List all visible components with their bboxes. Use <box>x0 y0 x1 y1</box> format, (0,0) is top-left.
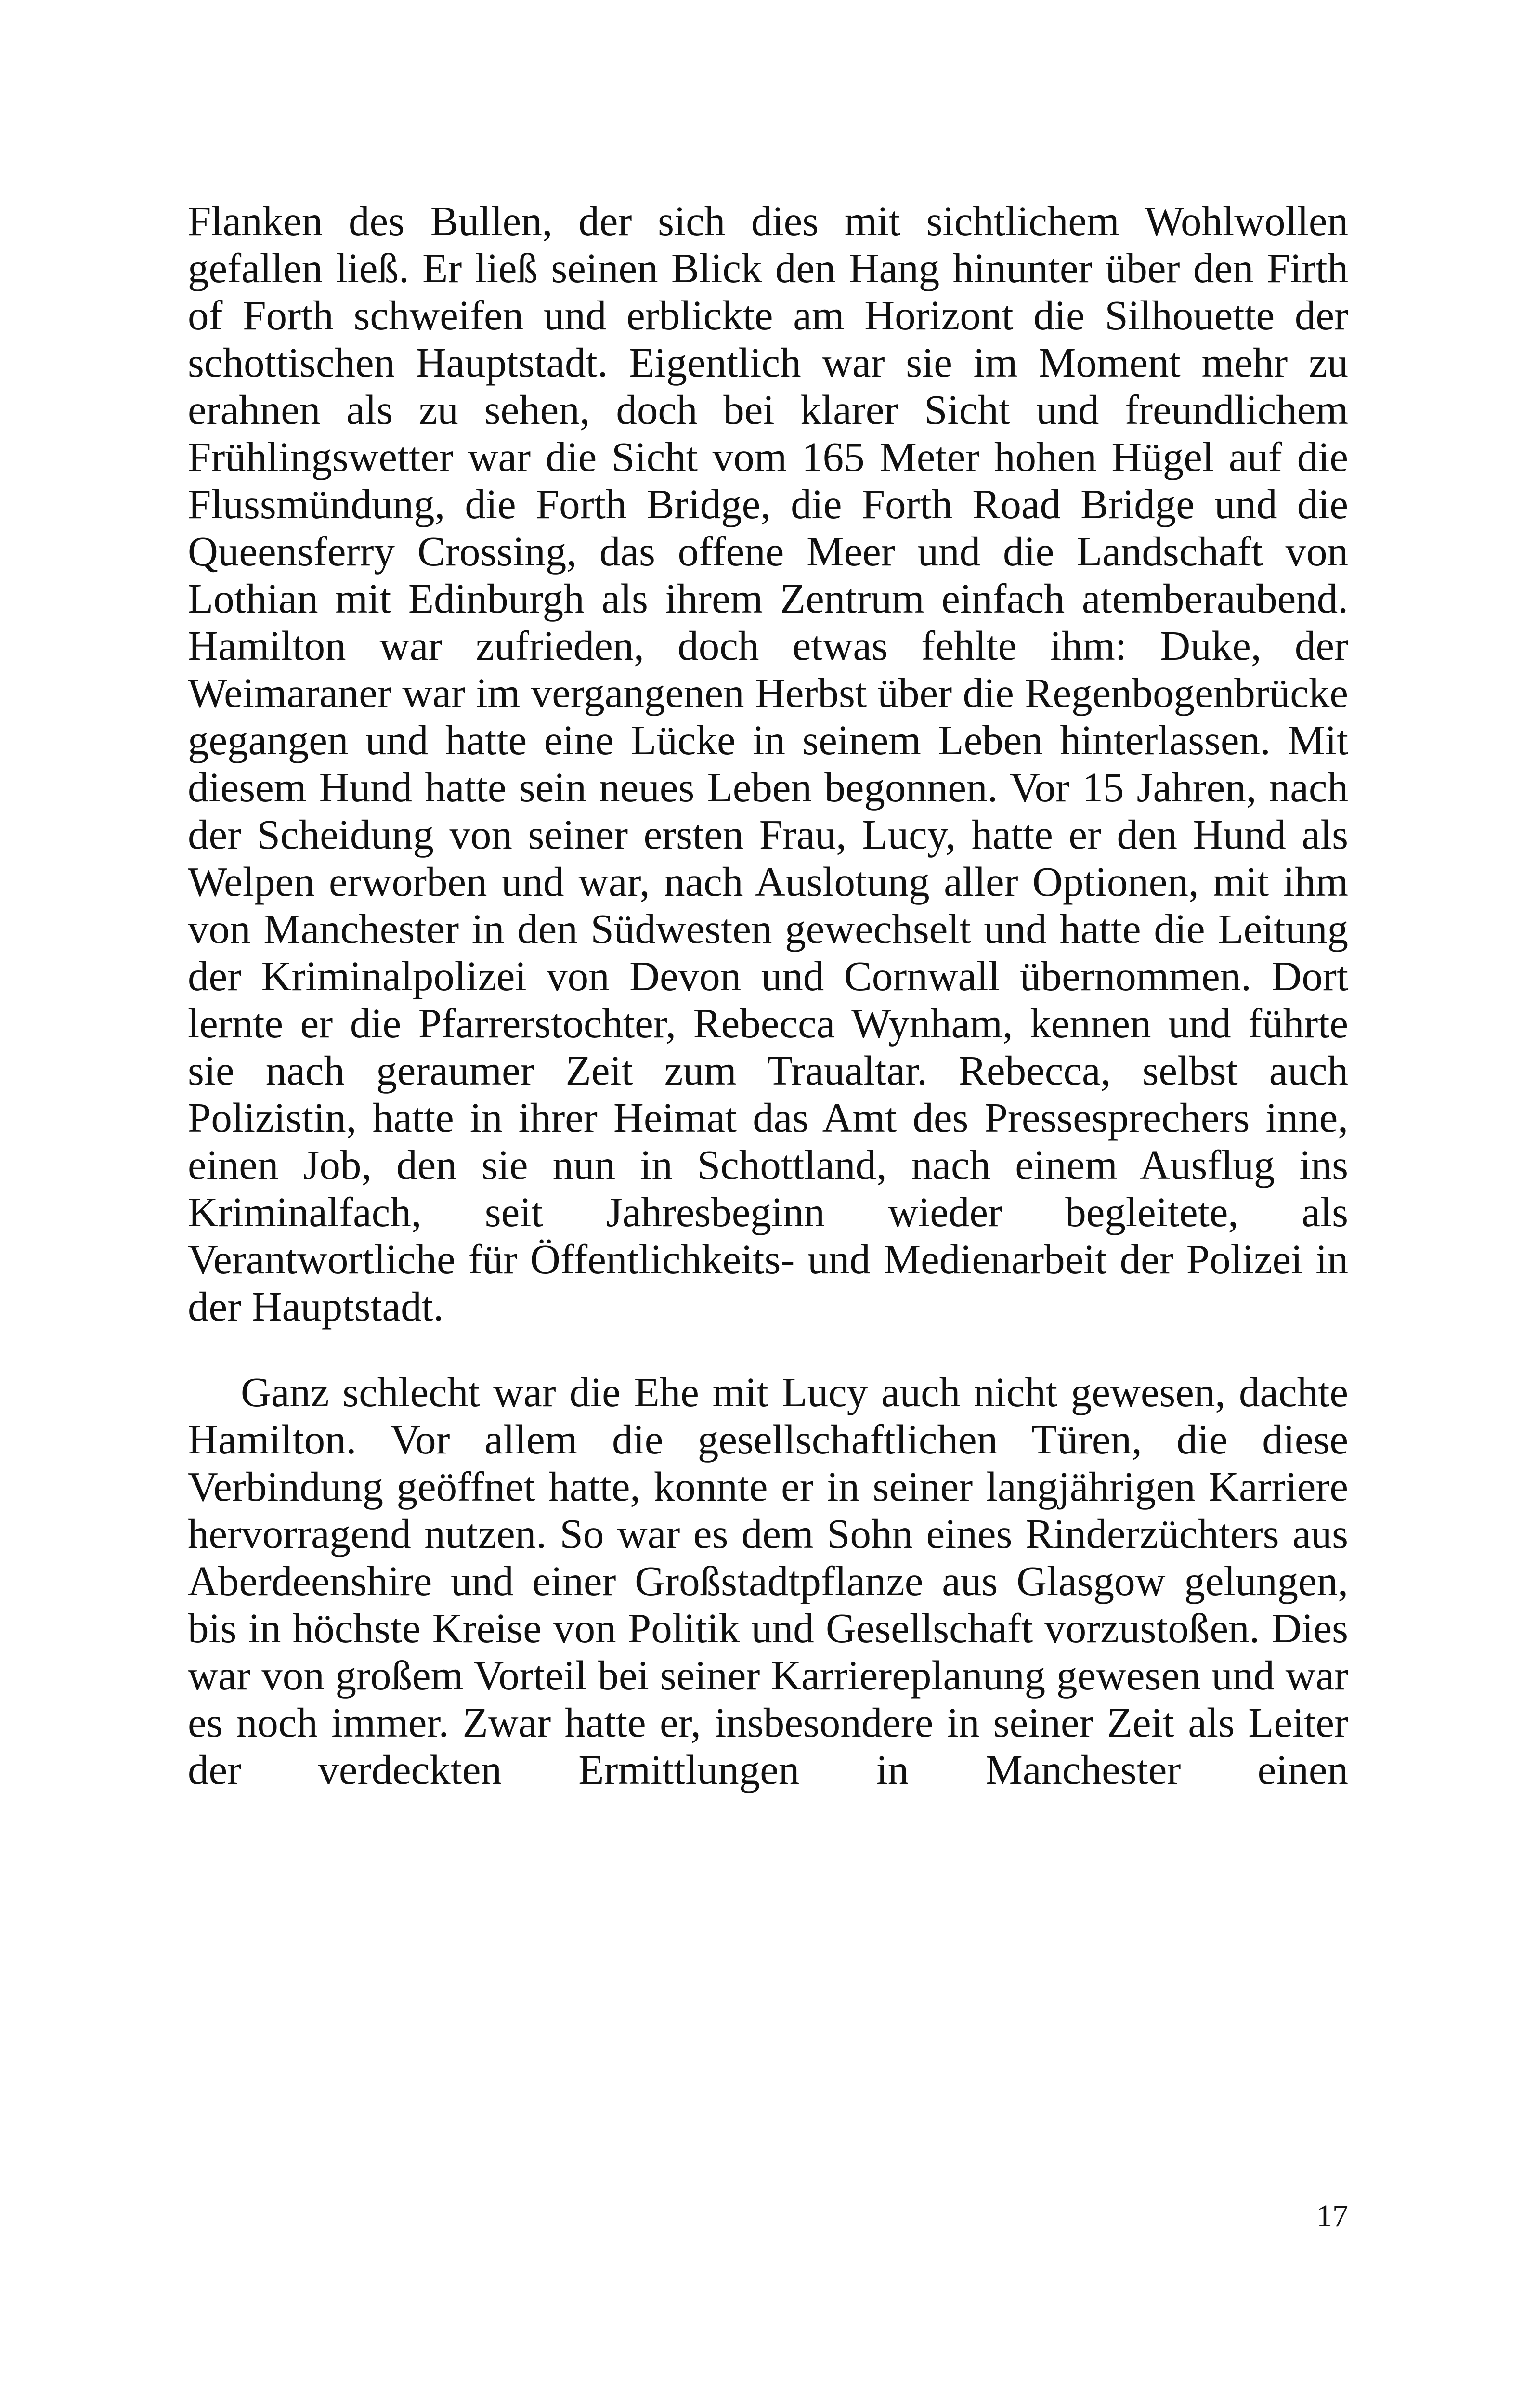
paragraph-2: Ganz schlecht war die Ehe mit Lucy auch nicht gewesen, dachte Hamilton. Vor allem die gesellschaftlichen Türen, die diese Verbindung geöffnet hatte, konnte er in seiner langjährigen Karriere hervorragend nutzen. So war es dem Sohn eines Rinderzüchters aus Aberdeenshire und einer Großstadtpflanze aus Glasgow gelungen, bis in höchste Kreise von Politik und Gesellschaft vorzustoßen. Dies war von großem Vorteil bei seiner Karriereplanung gewesen und war es noch immer. Zwar hatte er, insbesondere in seiner Zeit als Leiter der verdeckten Ermittlungen in Manchester einen <box>188 1369 1348 1793</box>
page-number: 17 <box>1316 2199 1348 2234</box>
paragraph-1: Flanken des Bullen, der sich dies mit sichtlichem Wohlwollen gefallen ließ. Er ließ seinen Blick den Hang hinunter über den Firth of Forth schweifen und erblickte am Horizont die Silhouette der schottischen Hauptstadt. Eigentlich war sie im Moment mehr zu erahnen als zu sehen, doch bei klarer Sicht und freundlichem Frühlingswetter war die Sicht vom 165 Meter hohen Hügel auf die Flussmündung, die Forth Bridge, die Forth Road Bridge und die Queensferry Crossing, das offene Meer und die Landschaft von Lothian mit Edinburgh als ihrem Zentrum einfach atemberaubend. Hamilton war zufrieden, doch etwas fehlte ihm: Duke, der Weimaraner war im vergangenen Herbst über die Regenbogenbrücke gegangen und hatte eine Lücke in seinem Leben hinterlassen. Mit diesem Hund hatte sein neues Leben begonnen. Vor 15 Jahren, nach der Scheidung von seiner ersten Frau, Lucy, hatte er den Hund als Welpen erworben und war, nach Auslotung aller Optionen, mit ihm von Manchester in den Südwesten gewechselt und hatte die Leitung der Kriminalpolizei von Devon und Cornwall übernommen. Dort lernte er die Pfarrerstochter, Rebecca Wynham, kennen und führte sie nach geraumer Zeit zum Traualtar. Rebecca, selbst auch Polizistin, hatte in ihrer Heimat das Amt des Pressesprechers inne, einen Job, den sie nun in Schottland, nach einem Ausflug ins Kriminalfach, seit Jahresbeginn wieder begleitete, als Verantwortliche für Öffentlichkeits- und Medienarbeit der Polizei in der Hauptstadt. <box>188 197 1348 1330</box>
body-text <box>188 197 1348 1793</box>
